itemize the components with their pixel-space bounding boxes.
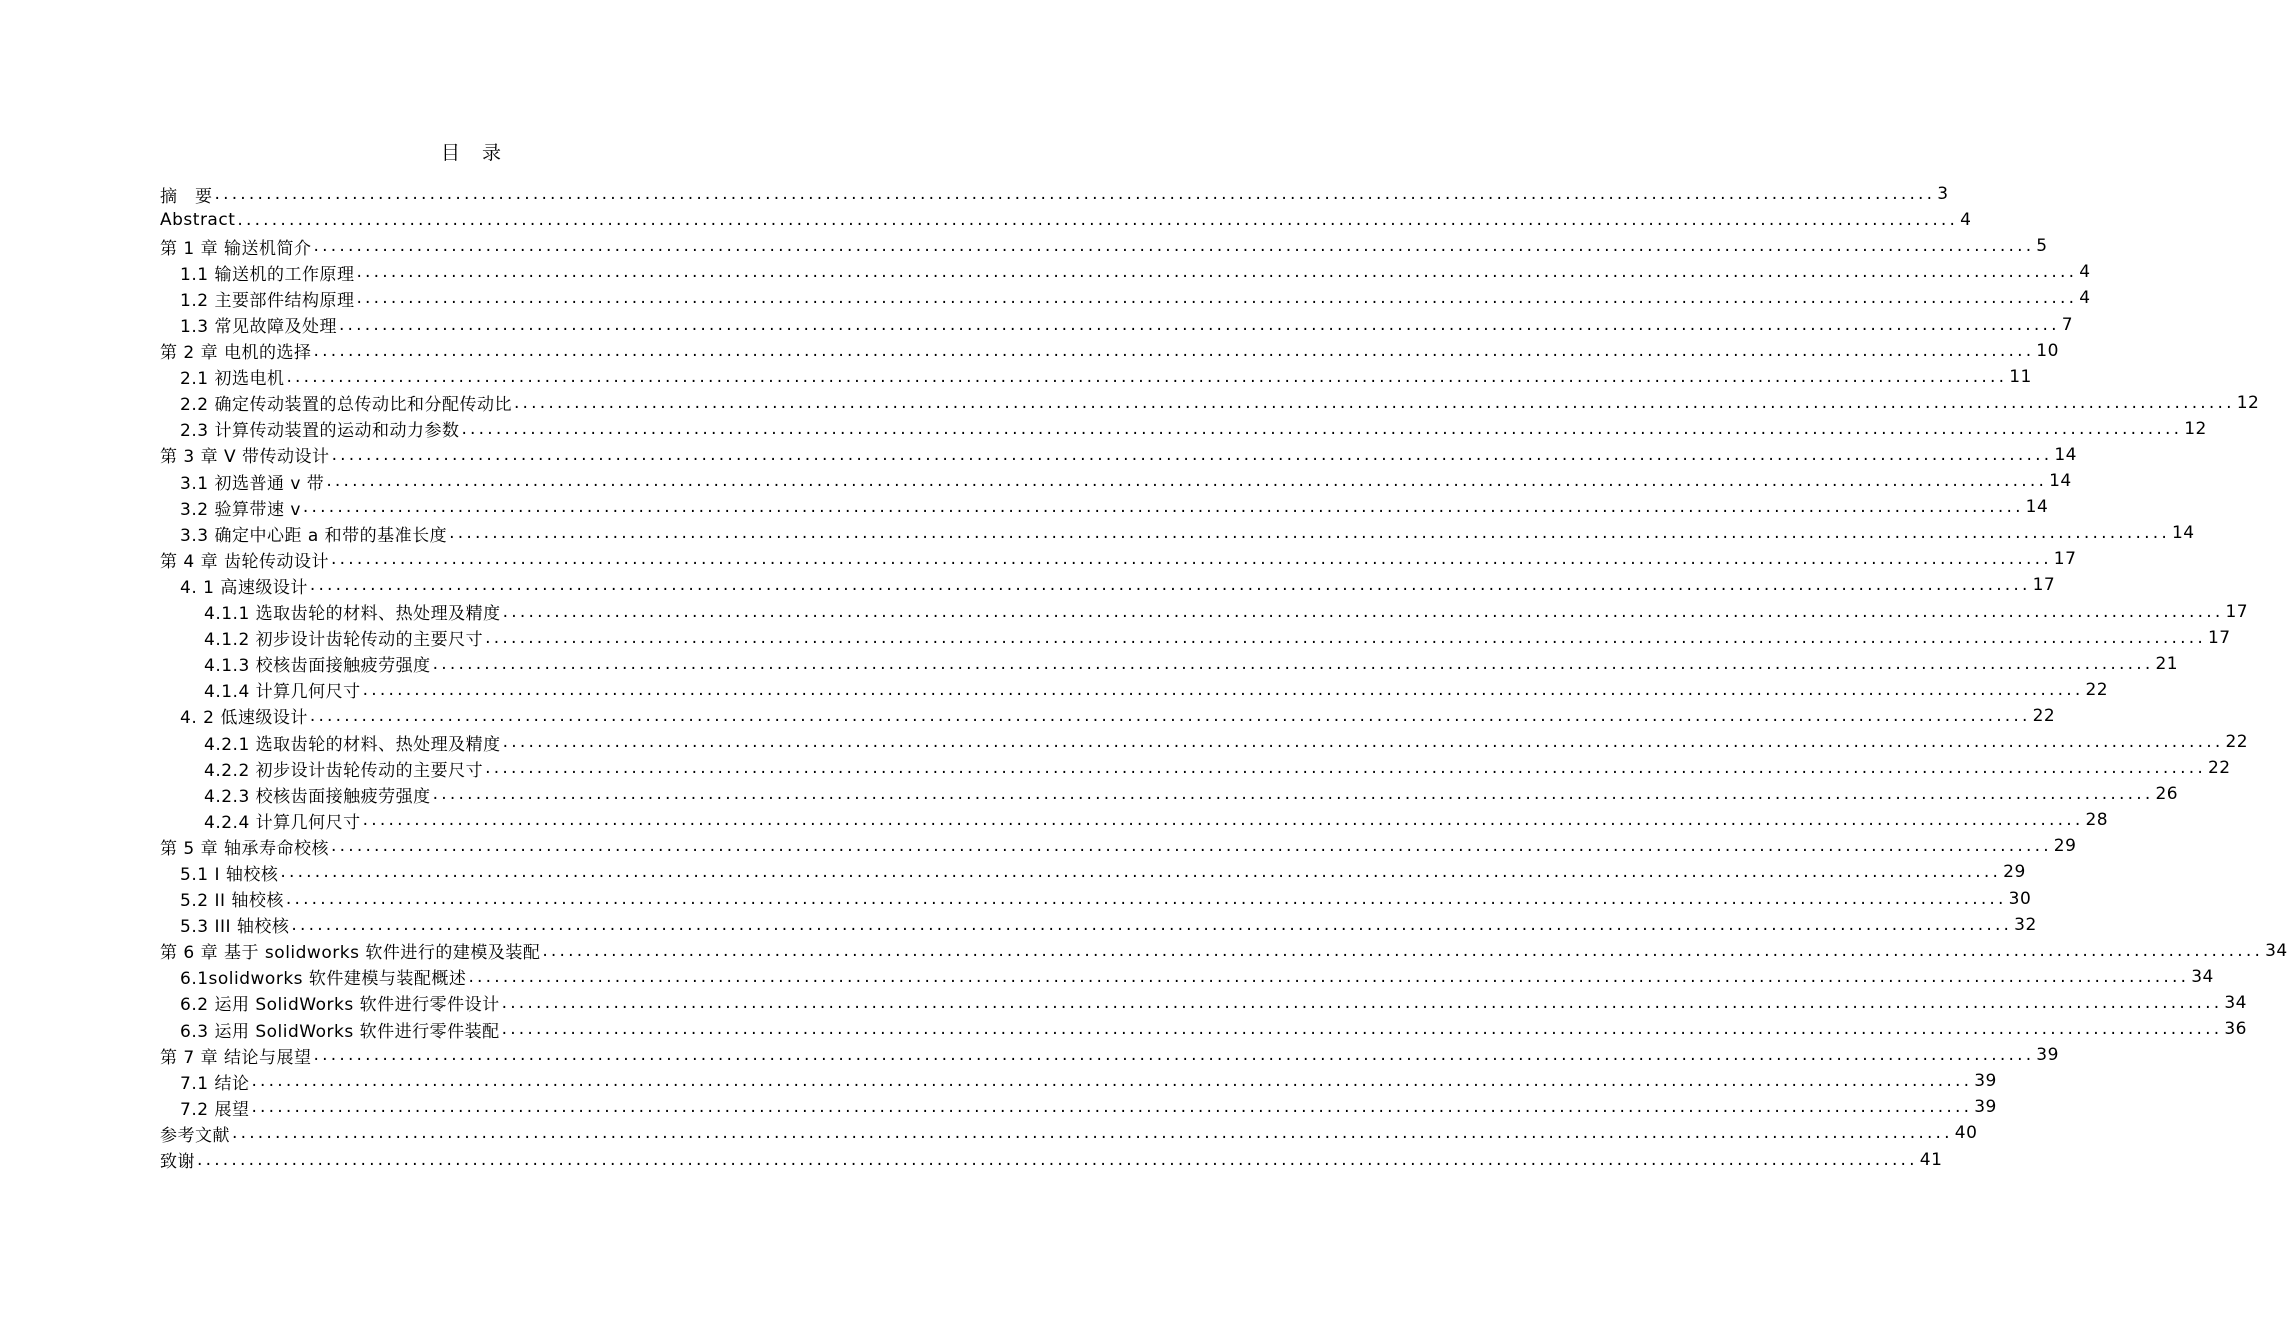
toc-leader-dots: ........................................................................................................................................................................................................ <box>232 1123 1953 1144</box>
toc-entry-label: 第 5 章 轴承寿命校核 <box>160 838 330 859</box>
toc-entry-page: 14 <box>2171 523 2195 544</box>
toc-entry[interactable] <box>160 364 2032 390</box>
toc-entry-page: 12 <box>2236 392 2260 413</box>
toc-entry[interactable] <box>160 599 2249 625</box>
toc-entry-label: 4. 1 高速级设计 <box>180 577 308 598</box>
toc-entry-label: 4.2.2 初步设计齿轮传动的主要尺寸 <box>204 760 484 781</box>
toc-entry[interactable] <box>160 807 2109 833</box>
toc-entry-label: 5.3 III 轴校核 <box>180 917 290 938</box>
toc-entry[interactable] <box>160 416 2207 442</box>
toc-entry[interactable] <box>160 546 2077 572</box>
toc-leader-dots: ........................................................................................................................................................................................................ <box>291 914 2013 935</box>
toc-leader-dots: ........................................................................................................................................................................................................ <box>313 340 2035 361</box>
toc-leader-dots: ........................................................................................................................................................................................................ <box>485 627 2206 648</box>
toc-entry[interactable] <box>160 677 2109 703</box>
toc-entry-label: 6.1solidworks 软件建模与装配概述 <box>180 969 467 990</box>
toc-entry-label: 摘 要 <box>160 186 213 207</box>
page-title: 目 录 <box>440 142 510 164</box>
toc-leader-dots: ........................................................................................................................................................................................................ <box>280 862 2002 883</box>
toc-entry-label: 参考文献 <box>160 1125 230 1146</box>
toc-entry-page: 21 <box>2155 653 2179 674</box>
toc-leader-dots: ........................................................................................................................................................................................................ <box>356 262 2078 283</box>
toc-entry[interactable] <box>160 572 2056 598</box>
toc-leader-dots: ........................................................................................................................................................................................................ <box>251 1071 1973 1092</box>
toc-entry-page: 14 <box>2025 497 2049 518</box>
toc-entry-label: 第 3 章 V 带传动设计 <box>160 447 330 468</box>
toc-entry-label: 4.2.1 选取齿轮的材料、热处理及精度 <box>204 734 501 755</box>
toc-leader-dots: ........................................................................................................................................................................................................ <box>432 784 2154 805</box>
toc-entry-page: 22 <box>2032 705 2056 726</box>
toc-entry[interactable] <box>160 990 2247 1016</box>
toc-entry-page: 34 <box>2265 940 2288 961</box>
toc-entry-page: 34 <box>2224 992 2247 1013</box>
toc-leader-dots: ........................................................................................................................................................................................................ <box>356 288 2078 309</box>
toc-entry-label: 1.3 常见故障及处理 <box>180 317 337 338</box>
toc-entry[interactable] <box>160 207 1972 233</box>
toc-entry-page: 28 <box>2085 810 2109 831</box>
toc-entry-label: 第 2 章 电机的选择 <box>160 343 312 364</box>
toc-leader-dots: ........................................................................................................................................................................................................ <box>362 810 2084 831</box>
toc-leader-dots: ........................................................................................................................................................................................................ <box>501 992 2223 1013</box>
toc-leader-dots: ........................................................................................................................................................................................................ <box>502 732 2224 753</box>
toc-entry-page: 39 <box>2036 1045 2059 1066</box>
toc-entry[interactable] <box>160 1120 1978 1146</box>
toc-entry-page: 29 <box>2053 836 2077 857</box>
toc-entry-label: Abstract <box>160 210 236 231</box>
toc-entry[interactable] <box>160 311 2074 338</box>
toc-entry-page: 32 <box>2014 914 2037 935</box>
toc-leader-dots: ........................................................................................................................................................................................................ <box>362 679 2084 700</box>
toc-entry-label: 2.2 确定传动装置的总传动比和分配传动比 <box>180 395 512 416</box>
toc-entry-label: 第 1 章 输送机简介 <box>160 238 312 259</box>
toc-entry[interactable] <box>160 1068 1997 1094</box>
toc-entry-page: 17 <box>2053 549 2077 570</box>
toc-leader-dots: ........................................................................................................................................................................................................ <box>302 497 2024 518</box>
toc-entry[interactable] <box>160 494 2049 520</box>
toc-leader-dots: ........................................................................................................................................................................................................ <box>309 705 2031 726</box>
toc-leader-dots: ........................................................................................................................................................................................................ <box>485 758 2206 779</box>
toc-leader-dots: ........................................................................................................................................................................................................ <box>214 184 1936 205</box>
toc-entry-label: 1.2 主要部件结构原理 <box>180 290 355 311</box>
toc-leader-dots: ........................................................................................................................................................................................................ <box>338 314 2060 335</box>
toc-entry-page: 11 <box>2009 366 2032 387</box>
toc-entry-page: 3 <box>1937 184 1949 205</box>
toc-entry-page: 36 <box>2224 1019 2247 1040</box>
toc-entry[interactable] <box>160 285 2091 311</box>
toc-leader-dots: ........................................................................................................................................................................................................ <box>331 444 2053 465</box>
toc-entry[interactable] <box>160 651 2179 677</box>
toc-entry-page: 14 <box>2049 471 2072 492</box>
toc-entry[interactable] <box>160 964 2214 990</box>
toc-entry-label: 致谢 <box>160 1152 195 1173</box>
toc-leader-dots: ........................................................................................................................................................................................................ <box>468 966 2190 987</box>
toc-entry[interactable] <box>160 1094 1997 1120</box>
toc-entry[interactable] <box>160 859 2026 885</box>
toc-leader-dots: ........................................................................................................................................................................................................ <box>326 471 2048 492</box>
toc-entry[interactable] <box>160 233 2048 259</box>
toc-entry-page: 4 <box>2079 262 2091 283</box>
toc-entry-page: 4 <box>1960 210 1972 231</box>
toc-leader-dots: ........................................................................................................................................................................................................ <box>313 236 2035 257</box>
toc-entry-page: 26 <box>2155 784 2179 805</box>
toc-entry[interactable] <box>160 442 2077 468</box>
toc-leader-dots: ........................................................................................................................................................................................................ <box>432 653 2154 674</box>
toc-leader-dots: ........................................................................................................................................................................................................ <box>331 549 2052 570</box>
toc-entry[interactable] <box>160 781 2179 807</box>
toc-entry-label: 1.1 输送机的工作原理 <box>180 264 355 285</box>
toc-entry-page: 17 <box>2225 601 2249 622</box>
toc-leader-dots: ........................................................................................................................................................................................................ <box>501 1019 2223 1040</box>
toc-entry[interactable] <box>160 181 1949 207</box>
toc-entry-page: 39 <box>1974 1097 1997 1118</box>
toc-entry[interactable] <box>160 938 2288 964</box>
toc-leader-dots: ........................................................................................................................................................................................................ <box>285 888 2007 909</box>
toc-entry-page: 34 <box>2191 966 2214 987</box>
toc-leader-dots: ........................................................................................................................................................................................................ <box>449 523 2170 544</box>
toc-leader-dots: ........................................................................................................................................................................................................ <box>461 418 2183 439</box>
toc-entry-label: 5.1 I 轴校核 <box>180 864 279 885</box>
toc-entry-page: 4 <box>2079 288 2091 309</box>
toc-entry-label: 2.3 计算传动装置的运动和动力参数 <box>180 421 460 442</box>
toc-entry-page: 10 <box>2036 340 2059 361</box>
toc-entry-page: 29 <box>2003 862 2026 883</box>
toc-entry[interactable] <box>160 520 2195 546</box>
toc-entry-label: 7.2 展望 <box>180 1099 250 1120</box>
toc-leader-dots: ........................................................................................................................................................................................................ <box>542 940 2264 961</box>
toc-entry-label: 4.1.4 计算几何尺寸 <box>204 682 361 703</box>
toc-entry-label: 5.2 II 轴校核 <box>180 891 284 912</box>
toc-entry[interactable] <box>160 755 2231 781</box>
toc-entry-page: 39 <box>1974 1071 1997 1092</box>
toc-leader-dots: ........................................................................................................................................................................................................ <box>502 601 2224 622</box>
toc-leader-dots: ........................................................................................................................................................................................................ <box>313 1045 2035 1066</box>
toc-entry-label: 4.1.2 初步设计齿轮传动的主要尺寸 <box>204 630 484 651</box>
toc-entry-label: 6.3 运用 SolidWorks 软件进行零件装配 <box>180 1021 500 1042</box>
toc-entry[interactable] <box>160 912 2037 938</box>
toc-entry-label: 第 4 章 齿轮传动设计 <box>160 551 330 572</box>
toc-entry-label: 3.1 初选普通 v 带 <box>180 473 325 494</box>
toc-entry[interactable] <box>160 703 2056 729</box>
toc-entry-label: 3.3 确定中心距 a 和带的基准长度 <box>180 525 448 546</box>
toc-entry[interactable] <box>160 1146 1943 1173</box>
toc-entry[interactable] <box>160 886 2032 912</box>
toc-entry-label: 2.1 初选电机 <box>180 369 285 390</box>
toc-entry-label: 3.2 验算带速 v <box>180 499 301 520</box>
toc-entry[interactable] <box>160 390 2260 416</box>
toc-leader-dots: ........................................................................................................................................................................................................ <box>237 210 1959 231</box>
toc-entry-page: 17 <box>2032 575 2056 596</box>
toc-entry[interactable] <box>160 1042 2059 1068</box>
toc-leader-dots: ........................................................................................................................................................................................................ <box>513 392 2235 413</box>
toc-entry-label: 第 7 章 结论与展望 <box>160 1047 312 1068</box>
toc-entry-label: 6.2 运用 SolidWorks 软件进行零件设计 <box>180 995 500 1016</box>
toc-entry-page: 22 <box>2225 732 2249 753</box>
toc-entry-page: 22 <box>2207 758 2231 779</box>
table-of-contents <box>160 181 2288 1173</box>
toc-entry[interactable] <box>160 833 2077 859</box>
toc-leader-dots: ........................................................................................................................................................................................................ <box>309 575 2031 596</box>
toc-entry-page: 17 <box>2207 627 2231 648</box>
toc-entry[interactable] <box>160 338 2059 364</box>
toc-entry-label: 4. 2 低速级设计 <box>180 708 308 729</box>
toc-entry[interactable] <box>160 468 2072 494</box>
toc-entry-page: 5 <box>2036 236 2048 257</box>
toc-entry-label: 4.2.3 校核齿面接触疲劳强度 <box>204 786 431 807</box>
toc-entry-page: 22 <box>2085 679 2109 700</box>
toc-entry-page: 12 <box>2184 418 2207 439</box>
toc-entry-label: 7.1 结论 <box>180 1073 250 1094</box>
toc-entry-page: 7 <box>2061 314 2074 335</box>
toc-entry-page: 30 <box>2008 888 2032 909</box>
toc-entry-label: 第 6 章 基于 solidworks 软件进行的建模及装配 <box>160 943 541 964</box>
toc-leader-dots: ........................................................................................................................................................................................................ <box>197 1149 1918 1170</box>
toc-leader-dots: ........................................................................................................................................................................................................ <box>251 1097 1973 1118</box>
toc-entry-page: 14 <box>2054 444 2077 465</box>
toc-entry[interactable] <box>160 1016 2247 1042</box>
toc-entry-label: 4.2.4 计算几何尺寸 <box>204 812 361 833</box>
toc-entry[interactable] <box>160 729 2249 755</box>
toc-entry-page: 41 <box>1919 1149 1943 1170</box>
toc-entry-page: 40 <box>1954 1123 1978 1144</box>
toc-entry-label: 4.1.1 选取齿轮的材料、热处理及精度 <box>204 604 501 625</box>
toc-entry[interactable] <box>160 625 2231 651</box>
toc-leader-dots: ........................................................................................................................................................................................................ <box>331 836 2052 857</box>
toc-leader-dots: ........................................................................................................................................................................................................ <box>286 366 2008 387</box>
toc-entry-label: 4.1.3 校核齿面接触疲劳强度 <box>204 656 431 677</box>
toc-entry[interactable] <box>160 259 2091 285</box>
